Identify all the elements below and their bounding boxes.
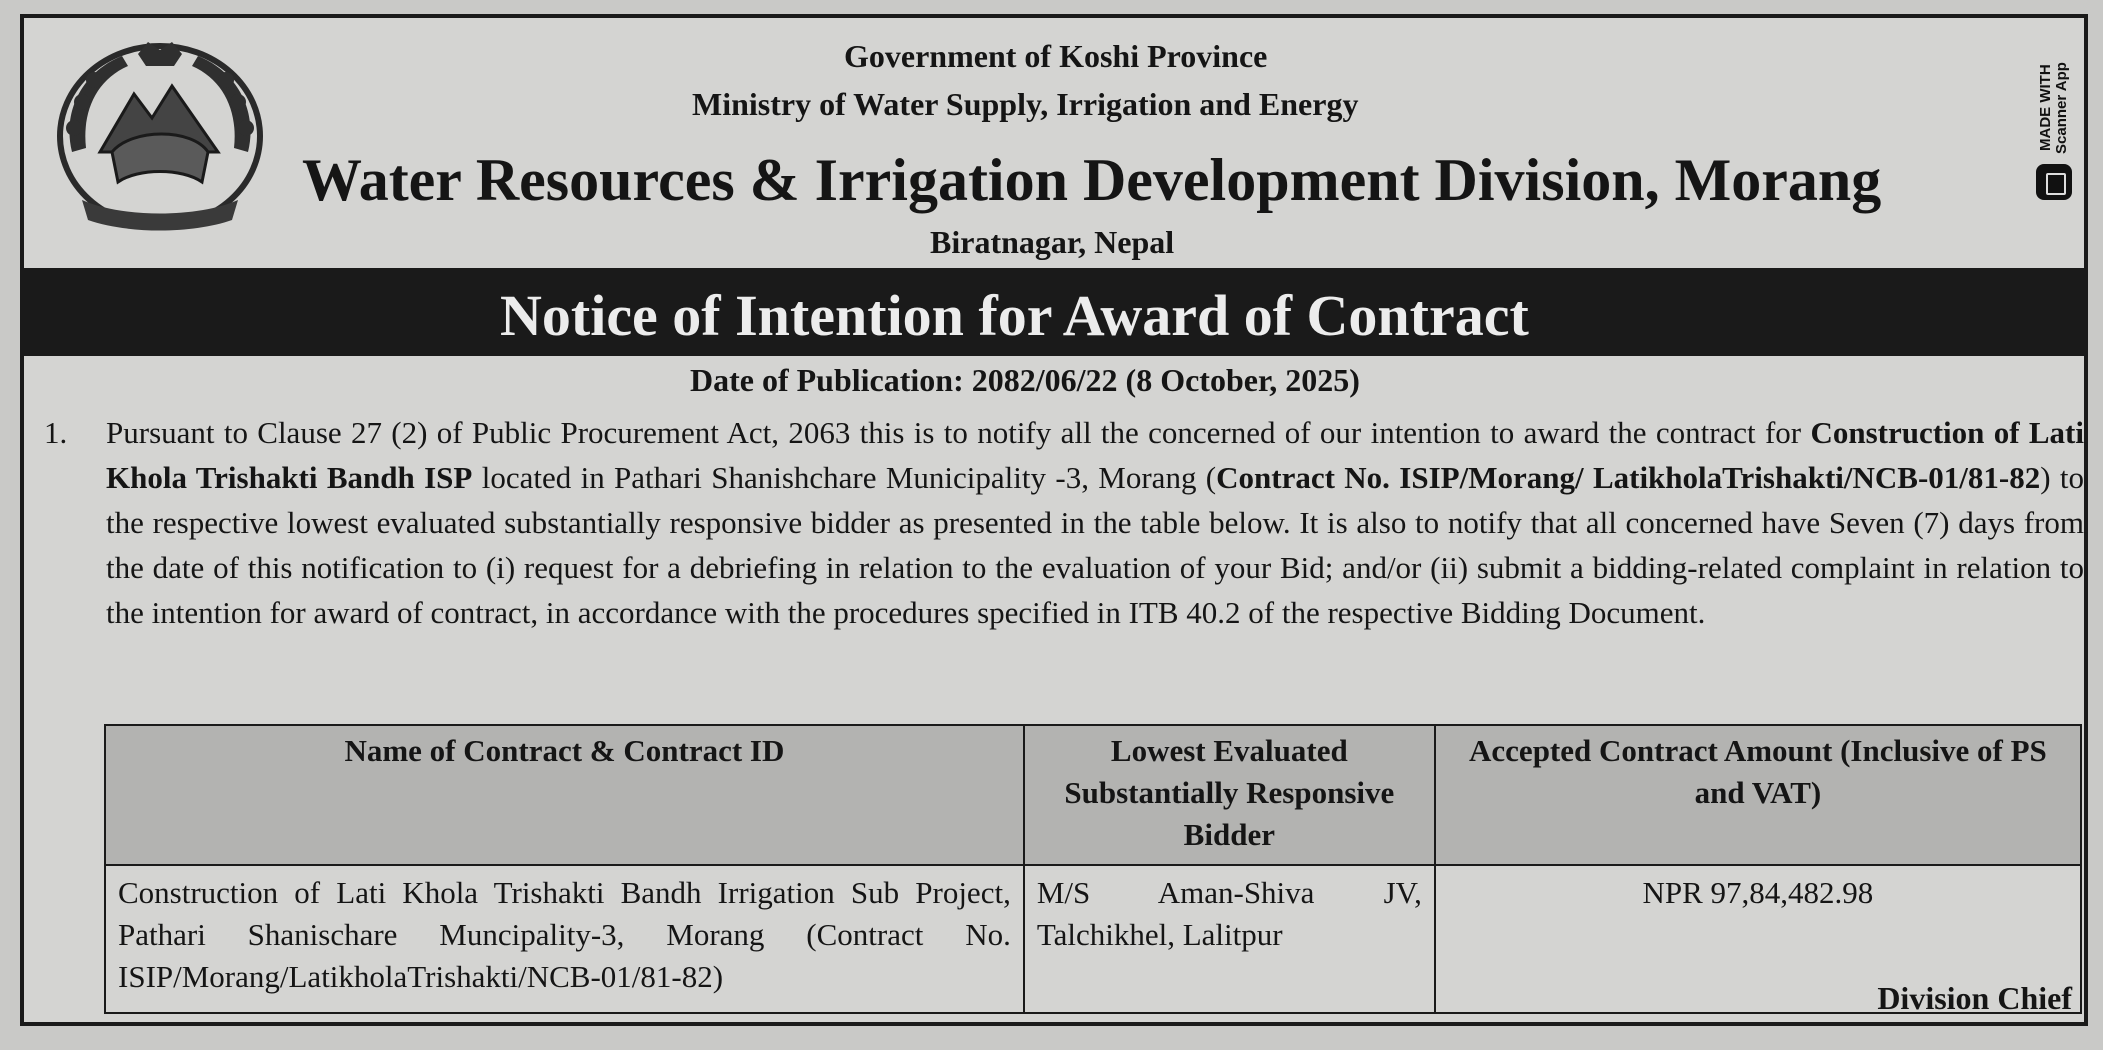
column-header-amount: Accepted Contract Amount (Inclusive of PS and VAT) [1435, 725, 2081, 865]
paragraph-body [106, 410, 2084, 635]
paragraph-text-3: ) to the respective lowest evaluated substantially responsive bidder as presented in the table below. It is also to notify that all concerned have Seven (7) days from the date of this notification to (i) request for a debriefing in relation to the evaluation of your Bid; and/or (ii) submit a bidding-related complaint in relation to the intention for award of contract, in accordance with the procedures specified in ITB 40.2 of the respective Bidding Document. [106, 460, 2084, 630]
paragraph-text-1: Pursuant to Clause 27 (2) of Public Procurement Act, 2063 this is to notify all the concerned of our intention to award the contract for [106, 415, 1811, 450]
scanner-app-icon [2036, 164, 2072, 200]
publication-date: Date of Publication: 2082/06/22 (8 October, 2025) [690, 362, 1360, 398]
notice-header [24, 18, 2084, 268]
award-table [104, 724, 2082, 1014]
title-banner [24, 268, 2084, 356]
project-name: Construction of Lati Khola Trishakti Bandh ISP [106, 415, 2084, 495]
nepal-emblem-icon [42, 32, 278, 238]
office-location: Biratnagar, Nepal [930, 224, 1175, 260]
table-row [105, 865, 2081, 1013]
government-name: Government of Koshi Province [844, 38, 1268, 74]
notice-paragraph [44, 410, 2084, 635]
notice-title: Notice of Intention for Award of Contract [500, 283, 1529, 348]
cell-amount: NPR 97,84,482.98 [1435, 865, 2081, 1013]
scanner-app-text: MADE WITH Scanner App [2037, 62, 2070, 154]
notice-frame [20, 14, 2088, 1026]
signatory-title: Division Chief [1877, 980, 2072, 1016]
cell-bidder: M/S Aman-Shiva JV, Talchikhel, Lalitpur [1024, 865, 1435, 1013]
cell-contract: Construction of Lati Khola Trishakti Bandh Irrigation Sub Project, Pathari Shanischare Muncipality-3, Morang (Contract No. ISIP/Morang/LatikholaTrishakti/NCB-01/81-82) [105, 865, 1024, 1013]
column-header-contract: Name of Contract & Contract ID [105, 725, 1024, 865]
scanner-app-watermark [2032, 54, 2078, 204]
division-name: Water Resources & Irrigation Development Division, Morang [302, 147, 1882, 213]
ministry-name: Ministry of Water Supply, Irrigation and Energy [692, 86, 1359, 122]
contract-number: Contract No. ISIP/Morang/ LatikholaTrishakti/NCB-01/81-82 [1216, 460, 2041, 495]
paragraph-number: 1. [44, 415, 68, 450]
paragraph-text-2: located in Pathari Shanishchare Municipality -3, Morang ( [472, 460, 1217, 495]
column-header-bidder: Lowest Evaluated Substantially Responsive Bidder [1024, 725, 1435, 865]
table-header-row [105, 725, 2081, 865]
